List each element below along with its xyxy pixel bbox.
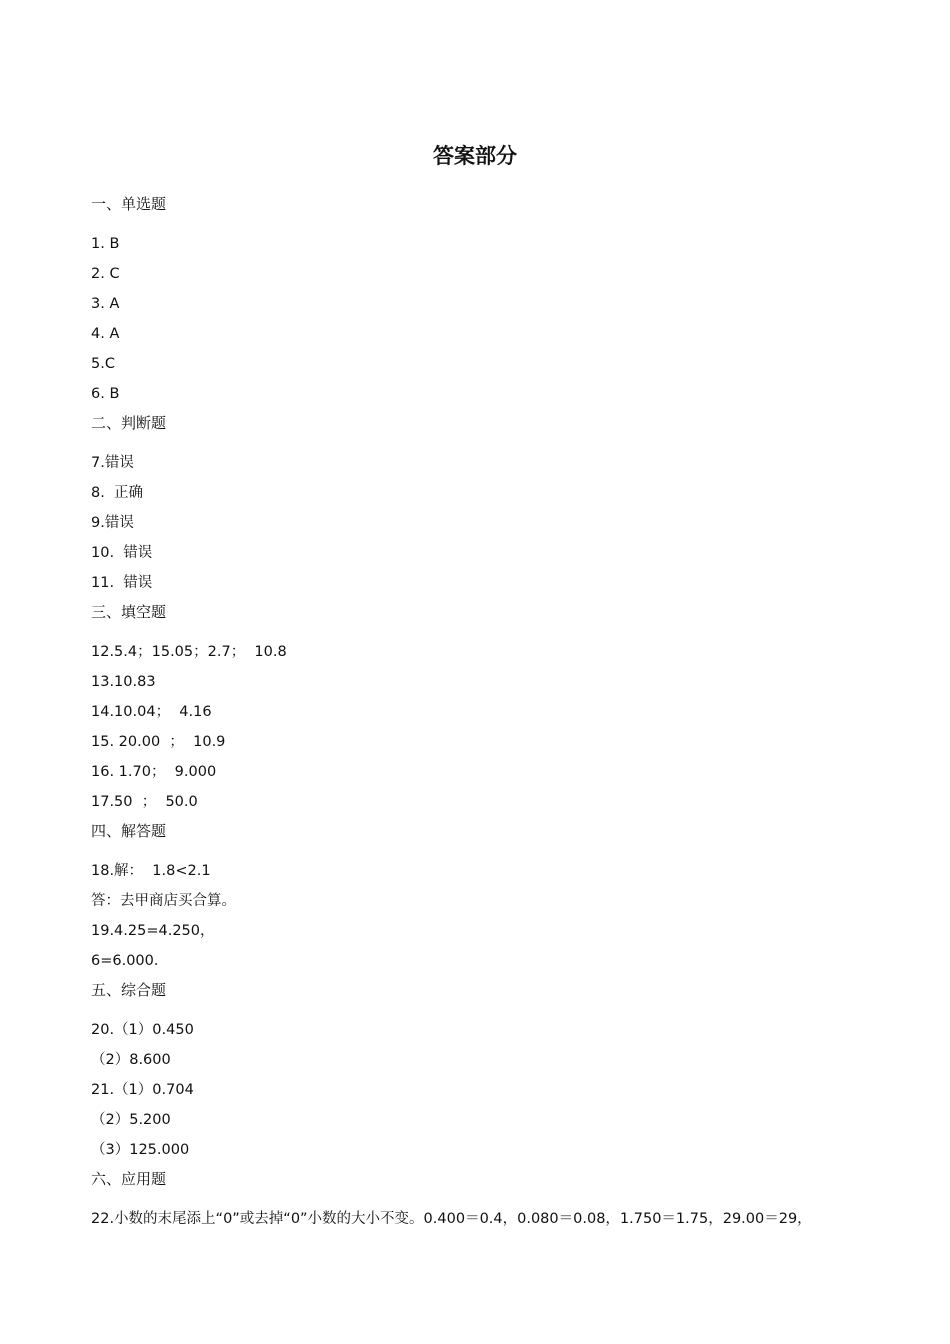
answer-line: （2）8.600: [91, 1052, 171, 1068]
section-heading: 五、综合题: [91, 981, 167, 999]
answer-line: 13.10.83: [91, 674, 156, 690]
answer-line: 22.小数的末尾添上“0”或去掉“0”小数的大小不变。0.400＝0.4，0.080＝0.08，1.750＝1.75，29.00＝29，: [91, 1211, 812, 1227]
answer-line: 18.解： 1.8<2.1: [91, 863, 211, 879]
answer-line: （3）125.000: [91, 1142, 190, 1158]
answer-line: 1. B: [91, 236, 120, 252]
answer-line: 7.错误: [91, 455, 134, 471]
answer-line: 8. 正确: [91, 485, 144, 501]
answer-line: 2. C: [91, 266, 120, 282]
answer-line: 3. A: [91, 296, 120, 312]
answer-line: 11. 错误: [91, 575, 153, 591]
answer-line: 6. B: [91, 386, 120, 402]
section-heading: 三、填空题: [91, 603, 167, 621]
section-heading: 一、单选题: [91, 195, 167, 213]
answer-line: 9.错误: [91, 515, 134, 531]
answer-line: 5.C: [91, 356, 115, 372]
answer-line: 10. 错误: [91, 545, 153, 561]
answer-line: 14.10.04； 4.16: [91, 704, 212, 720]
answer-line: 6=6.000．: [91, 953, 169, 969]
answer-line: 19.4.25=4.250，: [91, 923, 215, 939]
answer-line: （2）5.200: [91, 1112, 171, 1128]
answer-line: 16. 1.70； 9.000: [91, 764, 217, 780]
answer-line: 4. A: [91, 326, 120, 342]
answer-line: 17.50 ； 50.0: [91, 794, 198, 810]
page-title: 答案部分: [433, 143, 517, 168]
section-heading: 四、解答题: [91, 822, 167, 840]
answer-line: 21.（1）0.704: [91, 1082, 194, 1098]
answer-line: 12.5.4；15.05；2.7； 10.8: [91, 644, 287, 660]
answer-line: 20.（1）0.450: [91, 1022, 194, 1038]
section-heading: 六、应用题: [91, 1170, 167, 1188]
section-heading: 二、判断题: [91, 414, 167, 432]
answer-line: 15. 20.00 ； 10.9: [91, 734, 226, 750]
answer-line: 答：去甲商店买合算。: [91, 893, 236, 909]
